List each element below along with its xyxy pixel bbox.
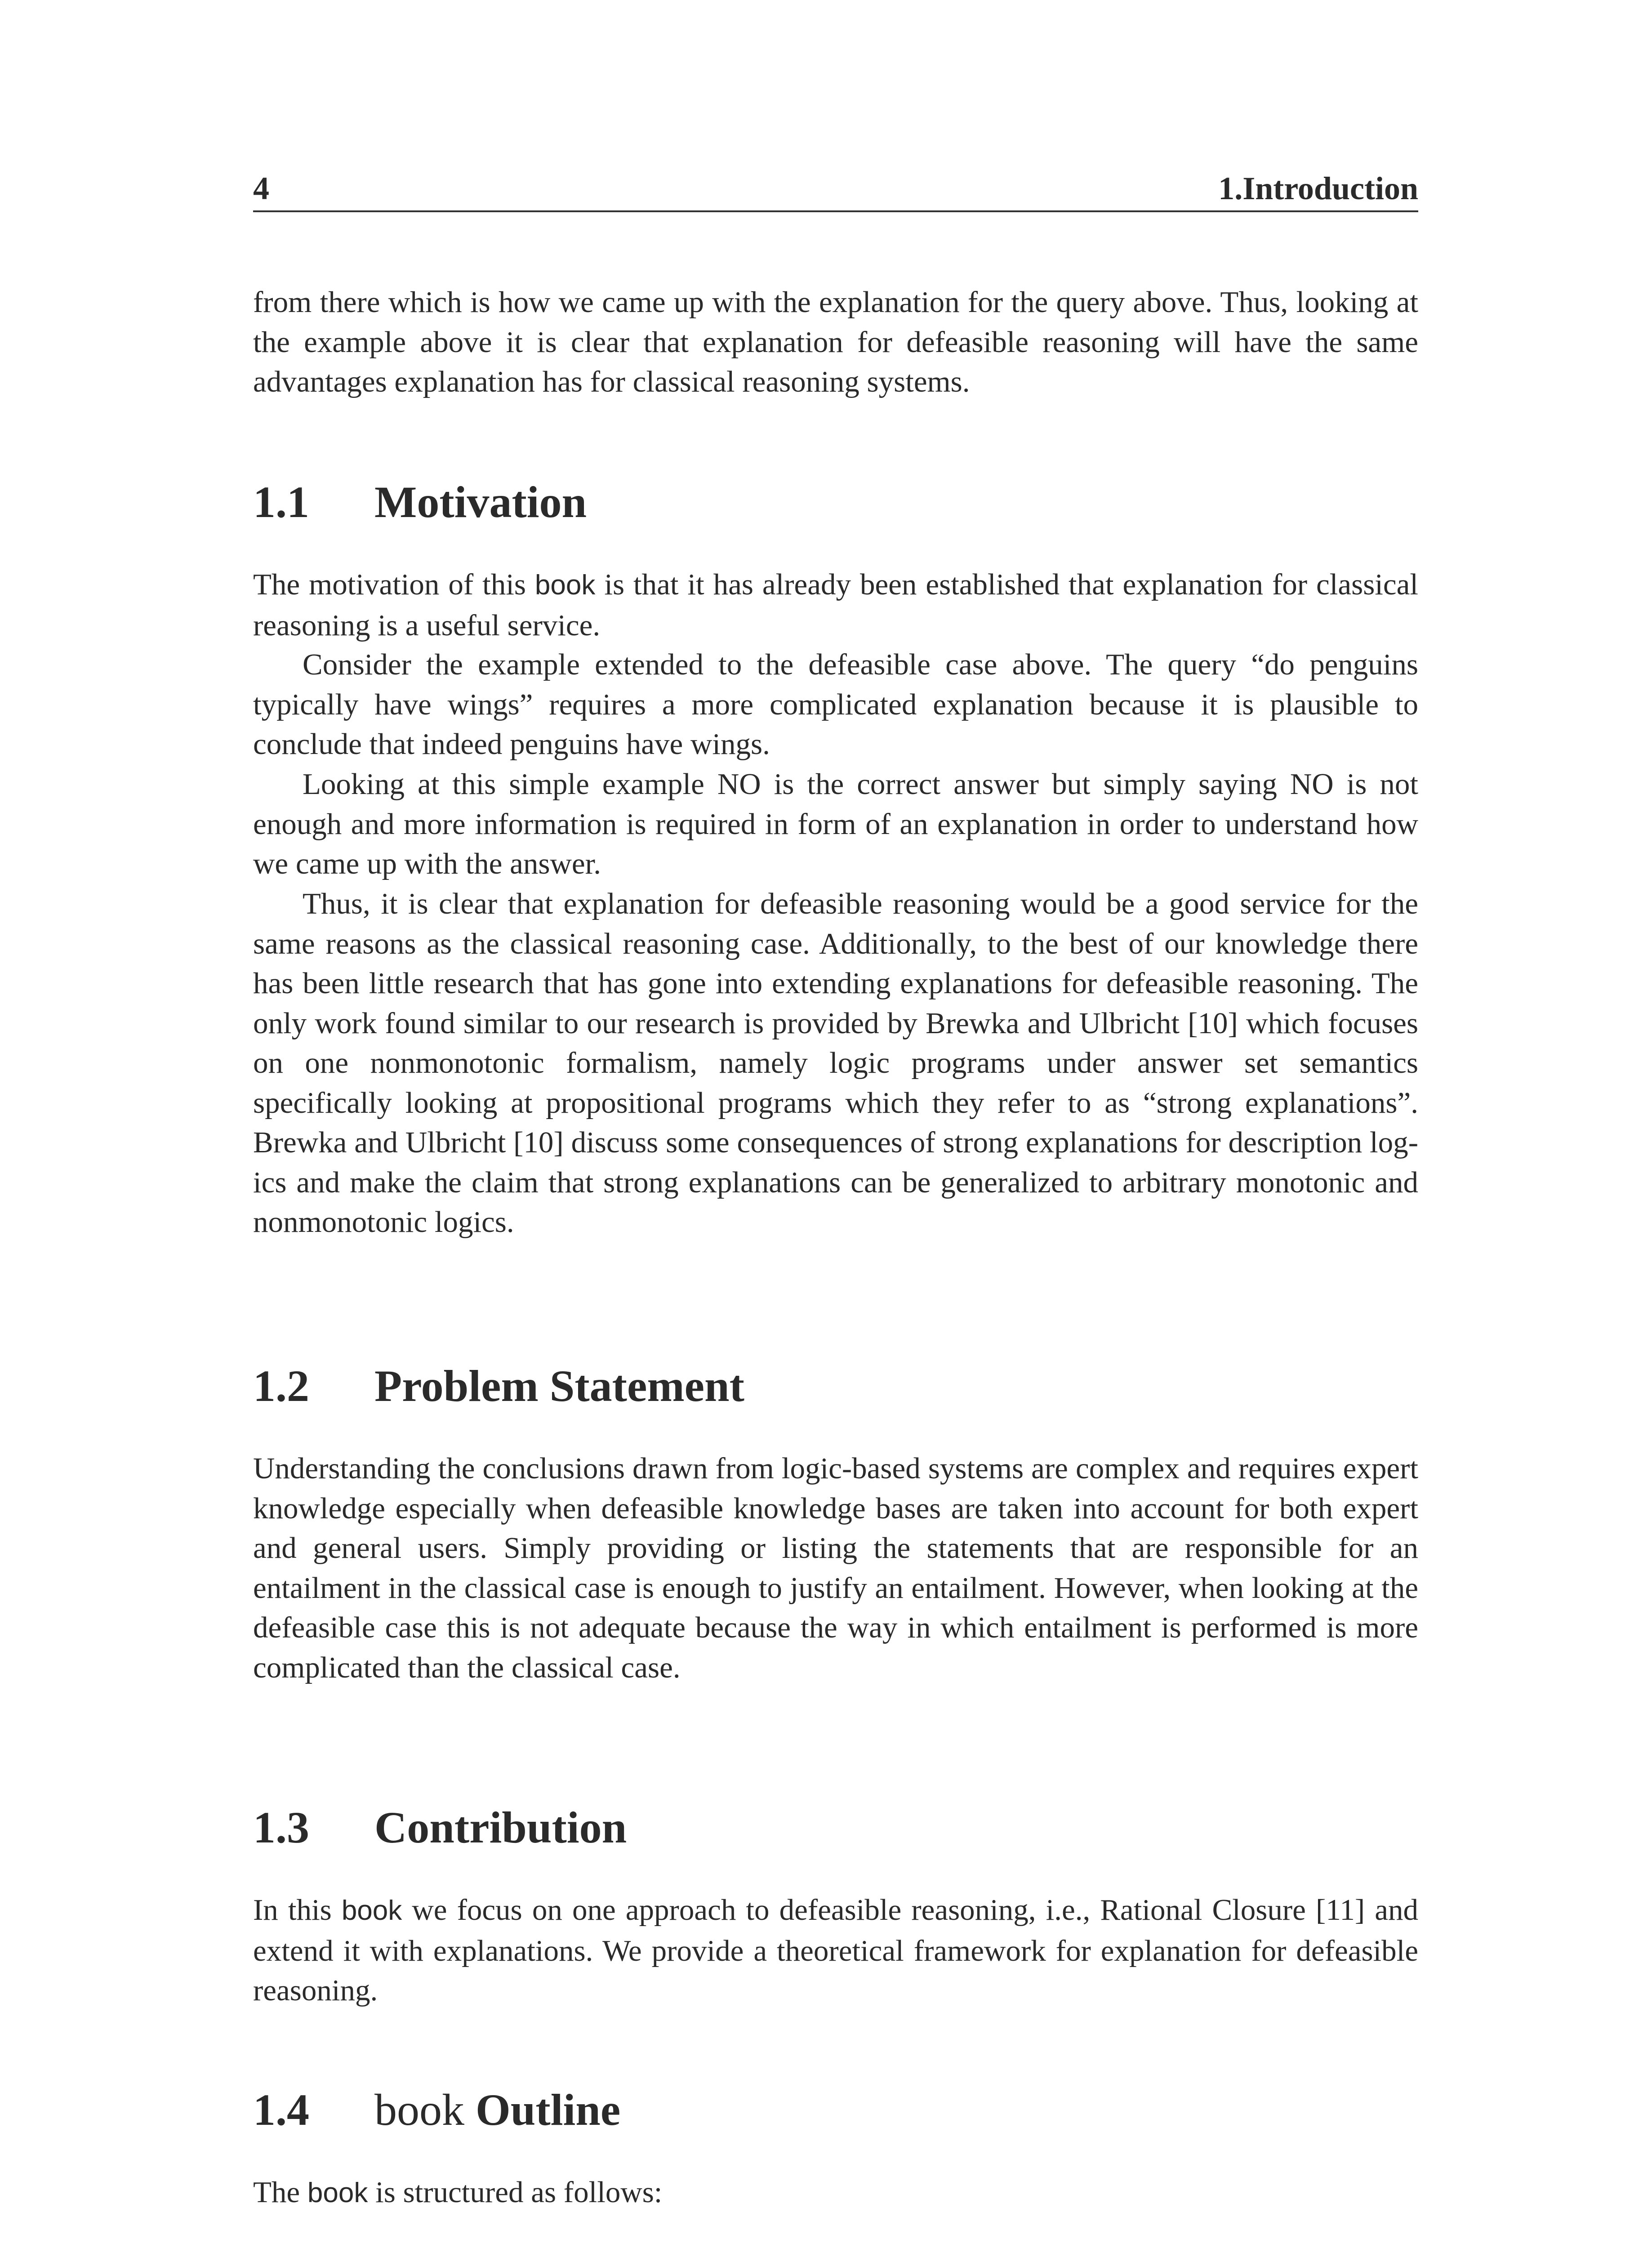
motivation-paragraph-2: Consider the example extended to the defeasible case above. The query “do penguins typically have wings” requires a more complicated explanation because it is plausible to conclude that indeed penguins have wings. [253, 648, 1418, 761]
motivation-paragraph-1 [253, 565, 1418, 645]
section-title: Outline [476, 2085, 621, 2135]
paragraph-text: we focus on one approach to defeasible reasoning, i.e., Rational Closure [11] and extend it with explanations. We provide a theoretical framework for explanation for defeasible reasoning. [253, 1893, 1418, 2007]
running-head [253, 166, 1418, 212]
document-page [253, 0, 1418, 2248]
section-number: 1.2 [253, 1361, 309, 1411]
paragraph-text: is structured as follows: [368, 2176, 663, 2209]
section-heading-contribution [253, 1801, 1418, 1855]
section-number: 1.4 [253, 2085, 309, 2135]
section-heading-outline [253, 2083, 1418, 2137]
section-heading-motivation [253, 475, 1418, 529]
paragraph-text: The [253, 2176, 307, 2209]
paragraph-text: The motivation of this [253, 568, 535, 601]
section-title: Problem Statement [374, 1361, 744, 1411]
book-term: book [341, 1895, 402, 1926]
section-title: Contribution [374, 1802, 627, 1852]
paragraph-text: In this [253, 1893, 342, 1927]
intro-paragraph: from there which is how we came up with the explanation for the query above. Thus, looking at the example above it is clear that explanation for defeasible reasoning will have the same advantages explanation has for classical reasoning systems. [253, 285, 1418, 398]
motivation-paragraph-3: Looking at this simple example NO is the correct answer but simply saying NO is not enough and more information is required in form of an explanation in order to understand how we came up with the answer. [253, 767, 1418, 880]
book-term: book [307, 2177, 368, 2208]
section-title-prefix: book [374, 2085, 464, 2135]
contribution-paragraph [253, 1890, 1418, 2011]
book-term: book [534, 570, 596, 601]
section-number: 1.1 [253, 477, 309, 527]
section-title: Motivation [374, 477, 587, 527]
section-number: 1.3 [253, 1802, 309, 1852]
motivation-paragraph-4: Thus, it is clear that explanation for defeasible reasoning would be a good service for the same reasons as the classical reasoning case. Additionally, to the best of our knowledge there has been little research that has gone into extending explanations for defeasible reasoning. The only work found similar to our research is provided by Brewka and Ulbricht [10] which focuses on one nonmonotonic formalism, namely logic programs under answer set semantics specifically looking at propositional programs which they refer to as “strong explanations”. Brewka and Ulbricht [10] discuss some consequences of strong explanations for description logics and make the claim that strong explanations can be generalized to arbitrary monotonic and nonmonotonic logics. [253, 887, 1418, 1239]
paragraph-text: is that it has already been established that explanation for classical reasoning is a useful service. [253, 568, 1419, 642]
page-number: 4 [253, 170, 269, 206]
chapter-title: 1.Introduction [1218, 170, 1418, 206]
problem-paragraph: Understanding the conclusions drawn from logic-based systems are complex and requires expert knowledge especially when defeasible knowledge bases are taken into account for both expert and general users. Simply providing or listing the statements that are responsible for an entailment in the classical case is enough to justify an entailment. However, when looking at the defeasible case this is not adequate because the way in which entailment is performed is more complicated than the classical case. [253, 1452, 1418, 1684]
outline-paragraph [253, 2172, 1418, 2213]
section-heading-problem-statement [253, 1359, 1418, 1413]
